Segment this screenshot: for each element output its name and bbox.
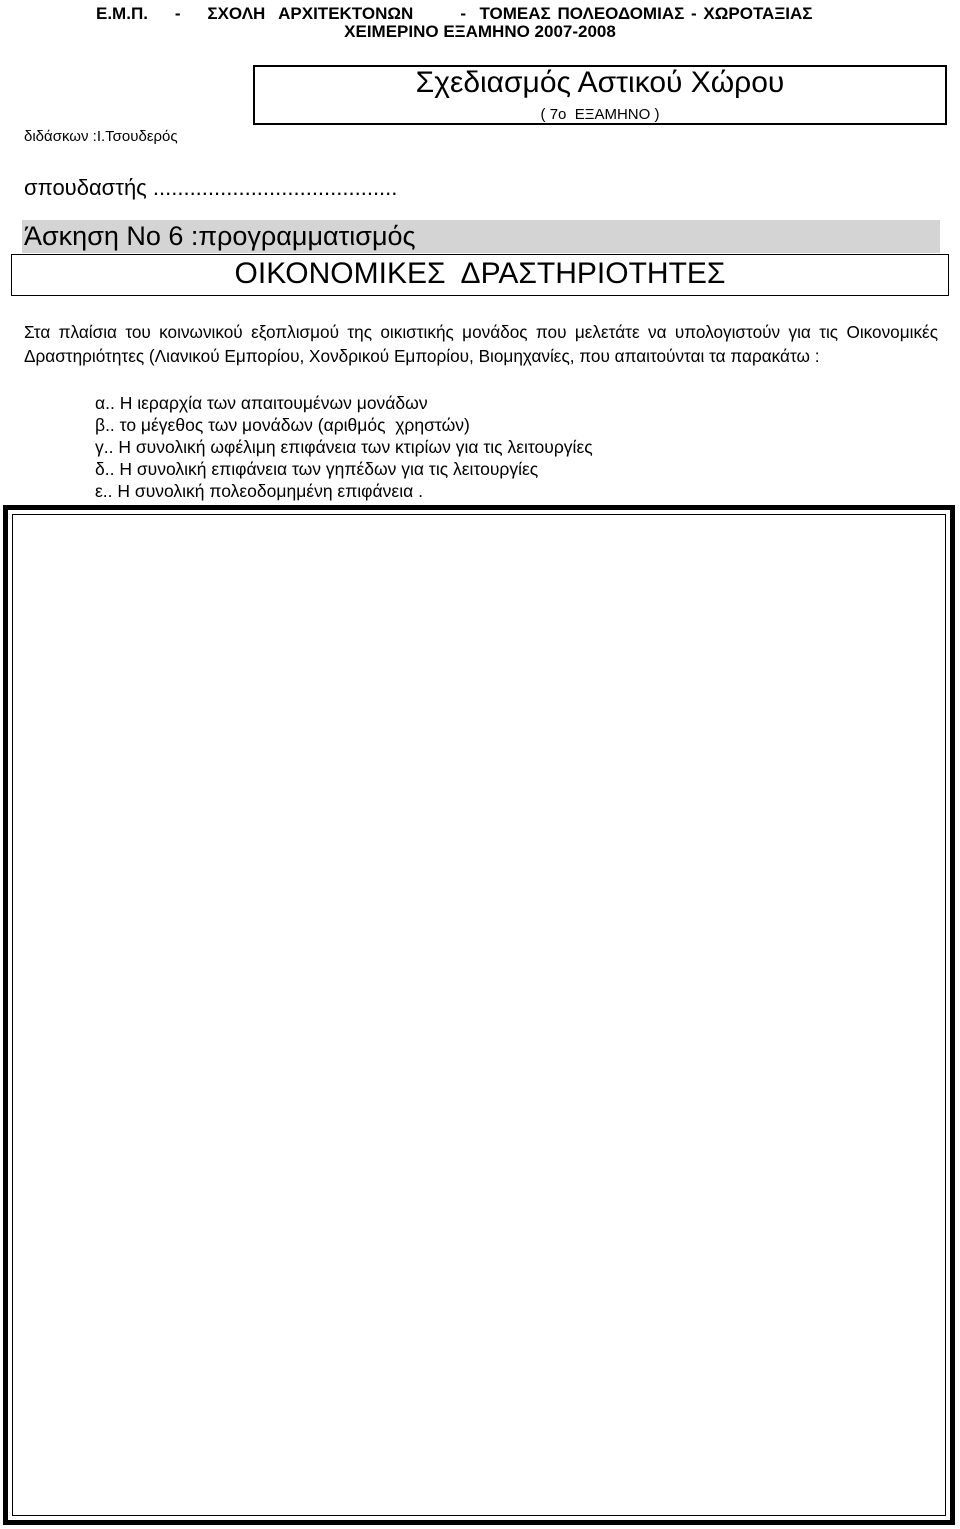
student-label: σπουδαστής ........................................ bbox=[24, 175, 398, 200]
instruction-item-e: ε.. Η συνολική πολεοδομημένη επιφάνεια . bbox=[95, 481, 423, 501]
answer-area bbox=[3, 505, 955, 1525]
exercise-title: Άσκηση Νο 6 :προγραμματισμός bbox=[24, 221, 416, 251]
course-semester: ( 7ο ΕΞΑΜΗΝΟ ) bbox=[540, 106, 660, 123]
instruction-item-b: β.. το μέγεθος των μονάδων (αριθμός χρηστών) bbox=[95, 415, 470, 435]
instructor-label: διδάσκων :Ι.Τσουδερός bbox=[24, 128, 178, 145]
instruction-item-a: α.. Η ιεραρχία των απαιτουμένων μονάδων bbox=[95, 393, 428, 413]
course-title: Σχεδιασμός Αστικού Χώρου bbox=[415, 66, 785, 99]
instructions-intro: Στα πλαίσια του κοινωνικού εξοπλισμού της οικιστικής μονάδος που μελετάτε να υπολογιστούν για τις Οικονομικές Δραστηριότητες (Λιανικού Εμπορίου, Χονδρικού Εμπορίου, Βιομηχανίες, που απαιτούνται τα παρακάτω : bbox=[24, 322, 938, 366]
header-semester: ΧΕΙΜΕΡΙΝΟ ΕΞΑΜΗΝΟ 2007-2008 bbox=[344, 22, 616, 41]
instruction-item-d: δ.. Η συνολική επιφάνεια των γηπέδων για τις λειτουργίες bbox=[95, 459, 539, 479]
answer-area-inner-border bbox=[12, 514, 946, 1516]
exercise-subject: ΟΙΚΟΝΟΜΙΚΕΣ ΔΡΑΣΤΗΡΙΟΤΗΤΕΣ bbox=[234, 257, 726, 290]
header-institution: Ε.Μ.Π. - ΣΧΟΛΗ ΑΡΧΙΤΕΚΤΟΝΩΝ - ΤΟΜΕΑΣ ΠΟΛΕΟΔΟΜΙΑΣ - ΧΩΡΟΤΑΞΙΑΣ bbox=[96, 4, 813, 23]
instruction-item-c: γ.. Η συνολική ωφέλιμη επιφάνεια των κτιρίων για τις λειτουργίες bbox=[95, 437, 593, 457]
